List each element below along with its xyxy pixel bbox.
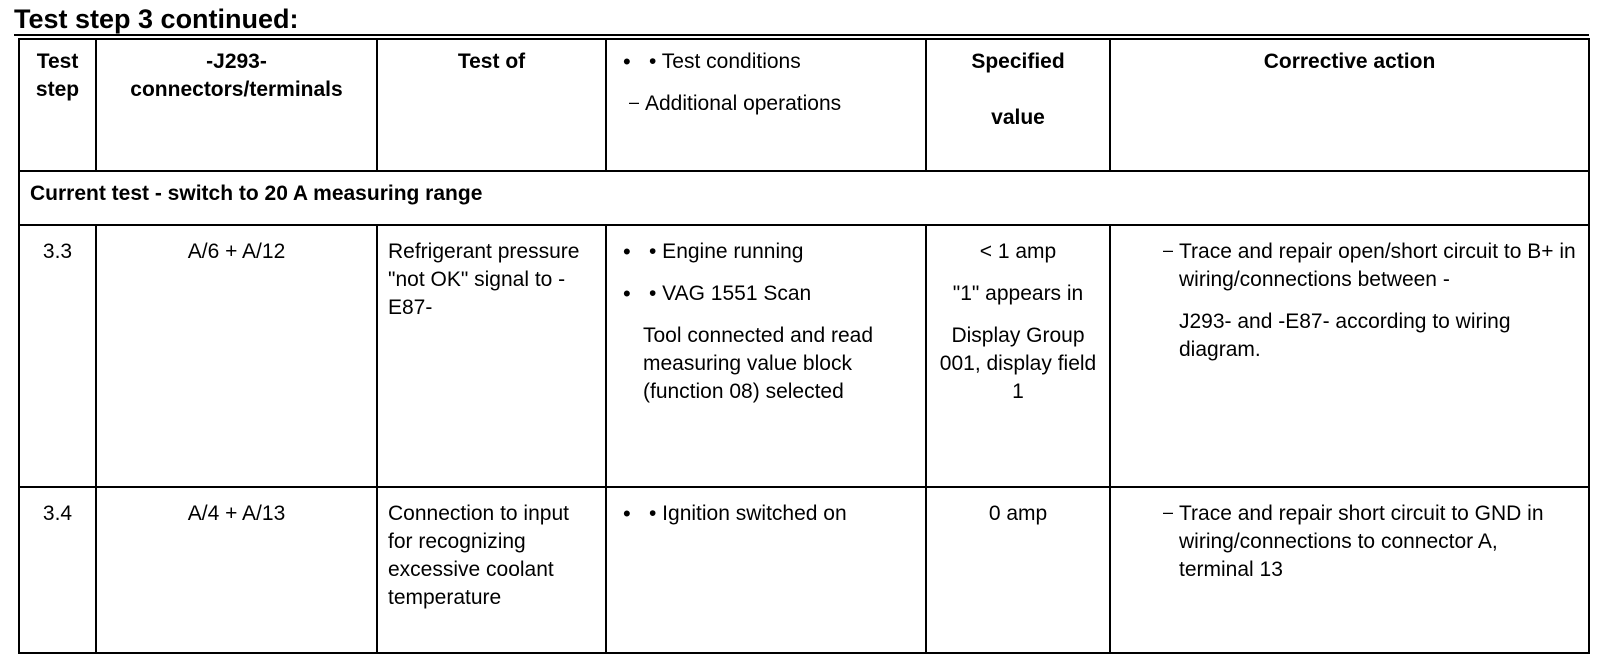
corrective-text: Trace and repair short circuit to GND in wiring/connections to connector A, terminal 13 — [1179, 502, 1544, 581]
header-corrective-action: Corrective action — [1110, 39, 1589, 171]
spec-text: < 1 amp — [979, 240, 1057, 263]
header-condition-line — [617, 48, 915, 76]
header-specified: Specified — [971, 50, 1065, 73]
table-row — [19, 487, 1589, 653]
dash-icon: – — [1163, 240, 1174, 260]
bullet-icon: • — [623, 49, 631, 74]
table-row — [19, 225, 1589, 487]
condition-text: • Ignition switched on — [649, 502, 847, 525]
header-conditions — [606, 39, 926, 171]
corrective-line — [1163, 500, 1578, 584]
condition-line — [617, 280, 915, 308]
spec-text: Display Group 001, display field 1 — [939, 324, 1097, 403]
header-operations-line — [617, 90, 915, 118]
title-underline — [14, 34, 1589, 36]
bullet-icon: • — [623, 239, 631, 264]
cell-specified-value: 0 amp — [926, 487, 1110, 653]
condition-line — [617, 500, 915, 528]
banner-row — [19, 171, 1589, 225]
page-title: Test step 3 continued: — [14, 4, 299, 34]
cell-conditions — [606, 487, 926, 653]
corrective-text: J293- and -E87- according to wiring diagram. — [1179, 310, 1511, 361]
header-additional-operations: Additional operations — [645, 92, 842, 115]
condition-text: • Engine running — [649, 240, 804, 263]
corrective-text: Trace and repair open/short circuit to B+ in wiring/connections between - — [1179, 240, 1576, 291]
cell-specified-value — [926, 225, 1110, 487]
cell-test-step: 3.3 — [19, 225, 96, 487]
header-test-conditions: • Test conditions — [649, 50, 801, 73]
spec-text: "1" appears in — [952, 282, 1084, 305]
header-specified-value — [926, 39, 1110, 171]
cell-test-of: Refrigerant pressure "not OK" signal to -E87- — [377, 225, 606, 487]
bullet-icon: • — [623, 281, 631, 306]
corrective-line — [1163, 238, 1578, 294]
cell-connectors: A/4 + A/13 — [96, 487, 377, 653]
header-value: value — [991, 106, 1045, 129]
cell-connectors: A/6 + A/12 — [96, 225, 377, 487]
dash-icon: – — [1163, 502, 1174, 522]
header-row — [19, 39, 1589, 171]
cell-corrective-action — [1110, 487, 1589, 653]
dash-icon: – — [629, 92, 640, 112]
header-test-of: Test of — [377, 39, 606, 171]
cell-corrective-action — [1110, 225, 1589, 487]
header-test-step: Test step — [19, 39, 96, 171]
header-connectors: -J293- connectors/terminals — [96, 39, 377, 171]
test-step-table — [18, 38, 1590, 654]
cell-test-of: Connection to input for recognizing excessive coolant temperature — [377, 487, 606, 653]
measuring-range-banner: Current test - switch to 20 A measuring range — [19, 171, 1589, 225]
condition-line — [617, 238, 915, 266]
condition-text: • VAG 1551 Scan — [649, 282, 812, 305]
condition-continuation: Tool connected and read measuring value block (function 08) selected — [643, 324, 874, 403]
cell-conditions — [606, 225, 926, 487]
bullet-icon: • — [623, 501, 631, 526]
cell-test-step: 3.4 — [19, 487, 96, 653]
